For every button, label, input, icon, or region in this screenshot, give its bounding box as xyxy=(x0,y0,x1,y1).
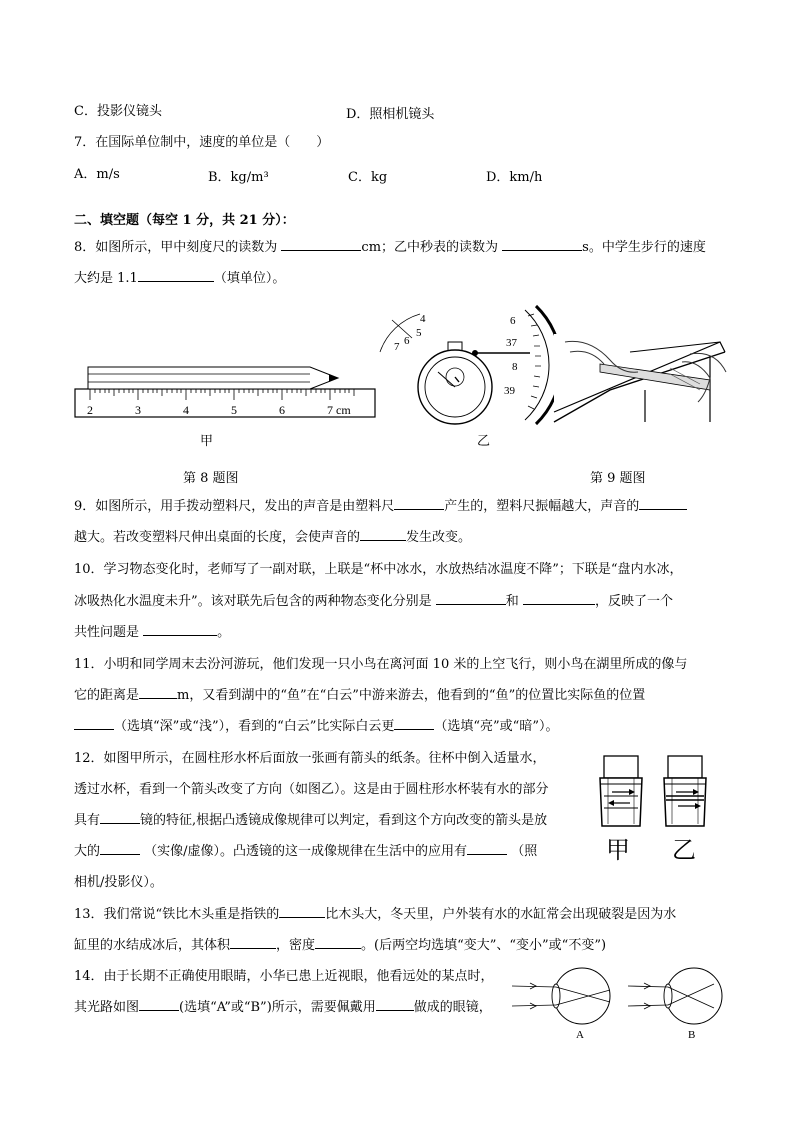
q9-blank-pitch xyxy=(360,540,406,541)
q14-blank-lens xyxy=(376,1010,414,1011)
q8-line2 xyxy=(74,270,285,288)
q6-option-c: C．投影仪镜头 xyxy=(74,104,162,119)
ruler-tick-7: 7 cm xyxy=(327,403,351,417)
q13-text-e: 。(后两空均选填“变大”、“变小”或“不变”) xyxy=(361,938,607,953)
q14-eye-figures xyxy=(512,966,728,1042)
q12-line1: 12．如图甲所示，在圆柱形水杯后面放一张画有箭头的纸条。往杯中倒入适量水， xyxy=(74,751,546,766)
q11-line3 xyxy=(74,718,558,736)
q8-blank-ruler xyxy=(281,250,361,251)
q11-text-a: 它的距离是 xyxy=(74,688,140,703)
fig9-photo xyxy=(554,334,726,422)
q10-line1: 10．学习物态变化时，老师写了一副对联，上联是“杯中冰水，水放热结冰温度不降”；下联是“盘内水冰， xyxy=(74,562,683,577)
stopwatch-figure xyxy=(380,306,561,448)
q8-text-e: （填单位）。 xyxy=(213,271,286,286)
q14-line2 xyxy=(74,999,492,1017)
q14-text-b: (选填“A”或“B”)所示，需要佩戴用 xyxy=(179,1000,376,1015)
q11-line1: 11．小明和同学周末去汾河游玩，他们发现一只小鸟在离河面 10 米的上空飞行，则小鸟在湖里所成的像与 xyxy=(74,657,688,672)
q10-text-a: 冰吸热化水温度未升”。该对联先后包含的两种物态变化分别是 xyxy=(74,594,432,609)
q13-line2 xyxy=(74,937,606,955)
dial-small-7: 7 xyxy=(394,341,400,353)
q13-blank-volume xyxy=(230,948,276,949)
q12-line5: 相机/投影仪）。 xyxy=(74,875,163,890)
dial-small-6: 6 xyxy=(404,335,410,347)
section-title: 二、填空题（每空 1 分，共 21 分）： xyxy=(74,213,295,228)
q12-line2: 透过水杯，看到一个箭头改变了方向（如图乙）。这是由于圆柱形水杯装有水的部分 xyxy=(74,782,549,797)
q7-option-b: B．kg/m³ xyxy=(208,170,269,185)
dial-small-4: 4 xyxy=(420,313,426,325)
q11-blank-brightness xyxy=(394,729,434,730)
q11-text-c: （选填“深”或“浅”），看到的“白云”比实际白云更 xyxy=(114,719,395,734)
q11-text-b: m，又看到湖中的“鱼”在“白云”中游来游去，他看到的“鱼”的位置比实际鱼的位置 xyxy=(177,688,646,703)
cup-jia xyxy=(600,756,642,864)
cup-yi xyxy=(664,756,706,864)
q13-blank-density2 xyxy=(315,948,361,949)
cup-label-yi: 乙 xyxy=(672,838,696,864)
figure-8-9 xyxy=(70,302,730,454)
q12-text-a: 具有 xyxy=(74,813,101,828)
q7-stem: 7．在国际单位制中，速度的单位是（ ） xyxy=(74,135,330,150)
ruler-figure xyxy=(75,367,375,448)
q13-text-c: 缸里的水结成冰后，其体积 xyxy=(74,938,231,953)
q13-blank-density xyxy=(279,917,325,918)
q12-text-d: （实像/虚像）。凸透镜的这一成像规律在生活中的应用有 xyxy=(144,844,468,859)
q9-blank-source xyxy=(394,509,444,510)
dial-large-6: 6 xyxy=(510,315,516,327)
ruler-tick-5: 5 xyxy=(231,403,237,417)
q12-line3 xyxy=(74,812,547,830)
q10-text-c: ，反映了一个 xyxy=(594,594,673,609)
q11-blank-distance xyxy=(139,698,177,699)
q13-text-a: 13．我们常说“铁比木头重是指铁的 xyxy=(74,907,280,922)
q11-blank-depth xyxy=(74,729,114,730)
q9-blank-loudness xyxy=(639,509,687,510)
q10-blank-3 xyxy=(143,635,217,636)
ruler-tick-4: 4 xyxy=(183,403,189,417)
q12-blank-image xyxy=(100,854,140,855)
q8-text-c: s。中学生步行的速度 xyxy=(582,240,706,255)
eye-diagram-b xyxy=(628,968,722,1041)
dial-large-37: 37 xyxy=(506,337,517,349)
q12-blank-application xyxy=(467,854,507,855)
q14-text-c: 做成的眼镜， xyxy=(413,1000,492,1015)
q12-line4 xyxy=(74,843,537,861)
fig9-caption: 第 9 题图 xyxy=(590,471,646,486)
q13-text-b: 比木头大，冬天里，户外装有水的水缸常会出现破裂是因为水 xyxy=(325,907,677,922)
q10-blank-2 xyxy=(523,604,595,605)
q10-text-d: 共性问题是 xyxy=(74,625,140,640)
ruler-tick-2: 2 xyxy=(87,403,93,417)
eye-label-a: A xyxy=(576,1029,584,1041)
q14-line1: 14．由于长期不正确使用眼睛，小华已患上近视眼，他看远处的某点时， xyxy=(74,969,494,984)
q8-text-a: 8．如图所示，甲中刻度尺的读数为 xyxy=(74,240,278,255)
q10-line3 xyxy=(74,624,230,642)
q13-line1 xyxy=(74,906,676,924)
dial-large-39: 39 xyxy=(504,385,515,397)
q14-blank-figure xyxy=(139,1010,179,1011)
q13-text-d: ，密度 xyxy=(276,938,316,953)
ruler-tick-6: 6 xyxy=(279,403,285,417)
q12-text-c: 大的 xyxy=(74,844,101,859)
q10-text-b: 和 xyxy=(505,594,519,609)
eye-diagram-a xyxy=(512,968,610,1041)
ruler-tick-3: 3 xyxy=(135,403,141,417)
q9-text-c: 越大。若改变塑料尺伸出桌面的长度，会使声音的 xyxy=(74,530,361,545)
q8-blank-unit xyxy=(138,281,214,282)
q12-text-e: （照 xyxy=(511,844,538,859)
q9-text-b: 产生的，塑料尺振幅越大，声音的 xyxy=(444,499,640,514)
fig8-caption: 第 8 题图 xyxy=(183,471,239,486)
dial-small-5: 5 xyxy=(416,327,422,339)
q10-line2 xyxy=(74,593,673,611)
fig8-label-jia: 甲 xyxy=(200,433,214,448)
q8-blank-stopwatch xyxy=(502,250,582,251)
q9-text-d: 发生改变。 xyxy=(406,530,472,545)
q10-blank-1 xyxy=(436,604,506,605)
eye-label-b: B xyxy=(688,1029,696,1041)
q7-option-a: A．m/s xyxy=(74,167,120,182)
q8-line1 xyxy=(74,239,706,257)
q6-option-d: D．照相机镜头 xyxy=(346,107,435,122)
q8-text-b: cm；乙中秒表的读数为 xyxy=(361,240,499,255)
q7-option-d: D．km/h xyxy=(486,170,543,185)
q9-text-a: 9．如图所示，用手拨动塑料尺，发出的声音是由塑料尺 xyxy=(74,499,395,514)
q8-text-d: 大约是 1.1 xyxy=(74,271,138,286)
q11-text-d: （选填“亮”或“暗”）。 xyxy=(434,719,559,734)
cup-label-jia: 甲 xyxy=(606,838,630,864)
q9-line1 xyxy=(74,498,687,516)
dial-large-8: 8 xyxy=(512,361,518,373)
q14-text-a: 其光路如图 xyxy=(74,1000,140,1015)
fig8-label-yi: 乙 xyxy=(477,433,491,448)
q7-option-c: C．kg xyxy=(348,170,388,185)
q12-cups-figure xyxy=(596,752,720,864)
q12-blank-lens xyxy=(100,823,140,824)
q10-text-e: 。 xyxy=(217,625,231,640)
q9-line2 xyxy=(74,529,471,547)
q11-line2 xyxy=(74,687,645,705)
q12-text-b: 镜的特征,根据凸透镜成像规律可以判定，看到这个方向改变的箭头是放 xyxy=(140,813,548,828)
